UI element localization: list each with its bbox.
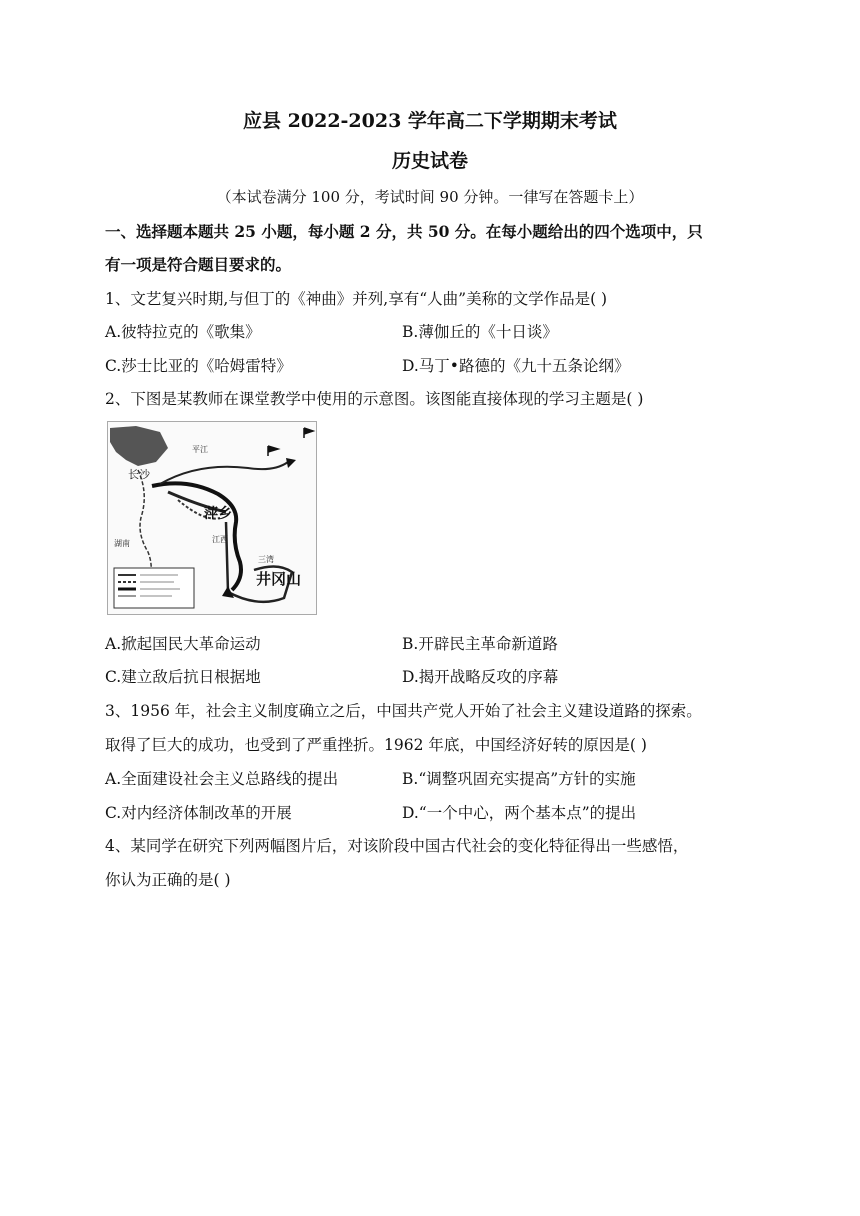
question-3-option-c: C.对内经济体制改革的开展 xyxy=(105,804,292,822)
question-1-option-d: D.马丁•路德的《九十五条论纲》 xyxy=(402,357,630,375)
map-label-pingjiang: 平江 xyxy=(192,445,208,454)
map-region-shade xyxy=(110,426,168,466)
map-label-hunan: 湖南 xyxy=(114,539,130,548)
question-1-stem: 1、文艺复兴时期,与但丁的《神曲》并列,享有“人曲”美称的文学作品是( ) xyxy=(105,290,608,308)
question-2-option-c: C.建立敌后抗日根据地 xyxy=(105,668,261,686)
question-2-option-a: A.掀起国民大革命运动 xyxy=(105,635,261,653)
map-label-sanwan: 三湾 xyxy=(258,555,274,564)
question-3-stem-line1: 3、1956 年，社会主义制度确立之后，中国共产党人开始了社会主义建设道路的探索。 xyxy=(105,702,702,720)
question-2-option-d: D.揭开战略反攻的序幕 xyxy=(402,668,559,686)
map-flag-1 xyxy=(268,446,278,456)
map-label-pingxiang: 萍乡 xyxy=(204,506,232,522)
map-arrow-north xyxy=(286,458,296,468)
section-heading-line2: 有一项是符合题目要求的。 xyxy=(105,255,292,274)
question-2-stem: 2、下图是某教师在课堂教学中使用的示意图。该图能直接体现的学习主题是( ) xyxy=(105,390,644,408)
question-4-stem-line1: 4、某同学在研究下列两幅图片后，对该阶段中国古代社会的变化特征得出一些感悟， xyxy=(105,837,689,855)
question-1-option-c: C.莎士比亚的《哈姆雷特》 xyxy=(105,357,292,375)
section-heading-line1: 一、选择题本题共 25 小题，每小题 2 分，共 50 分。在每小题给出的四个选项中，只 xyxy=(105,222,703,241)
question-3-stem-line2: 取得了巨大的成功，也受到了严重挫折。1962 年底，中国经济好转的原因是( ) xyxy=(105,736,647,754)
route-map-svg xyxy=(108,422,316,614)
exam-title: 应县 2022-2023 学年高二下学期期末考试 xyxy=(243,110,617,132)
exam-subtitle: 历史试卷 xyxy=(391,150,468,172)
question-3-option-d: D.“一个中心，两个基本点”的提出 xyxy=(402,804,637,822)
map-label-jiangxi: 江西 xyxy=(212,535,228,544)
map-label-jinggangshan: 井冈山 xyxy=(256,570,302,588)
question-2-option-b: B.开辟民主革命新道路 xyxy=(402,635,558,653)
map-label-changsha: 长沙 xyxy=(128,468,150,481)
route-map-image xyxy=(107,421,317,615)
map-flag-2 xyxy=(304,428,313,438)
question-3-option-a: A.全面建设社会主义总路线的提出 xyxy=(105,770,339,788)
question-4-stem-line2: 你认为正确的是( ) xyxy=(105,871,231,889)
question-1-option-b: B.薄伽丘的《十日谈》 xyxy=(402,323,558,341)
question-3-option-b: B.“调整巩固充实提高”方针的实施 xyxy=(402,770,636,788)
question-1-option-a: A.彼特拉克的《歌集》 xyxy=(105,323,261,341)
map-route-north xyxy=(160,462,288,484)
exam-note: （本试卷满分 100 分，考试时间 90 分钟。一律写在答题卡上） xyxy=(216,188,644,206)
